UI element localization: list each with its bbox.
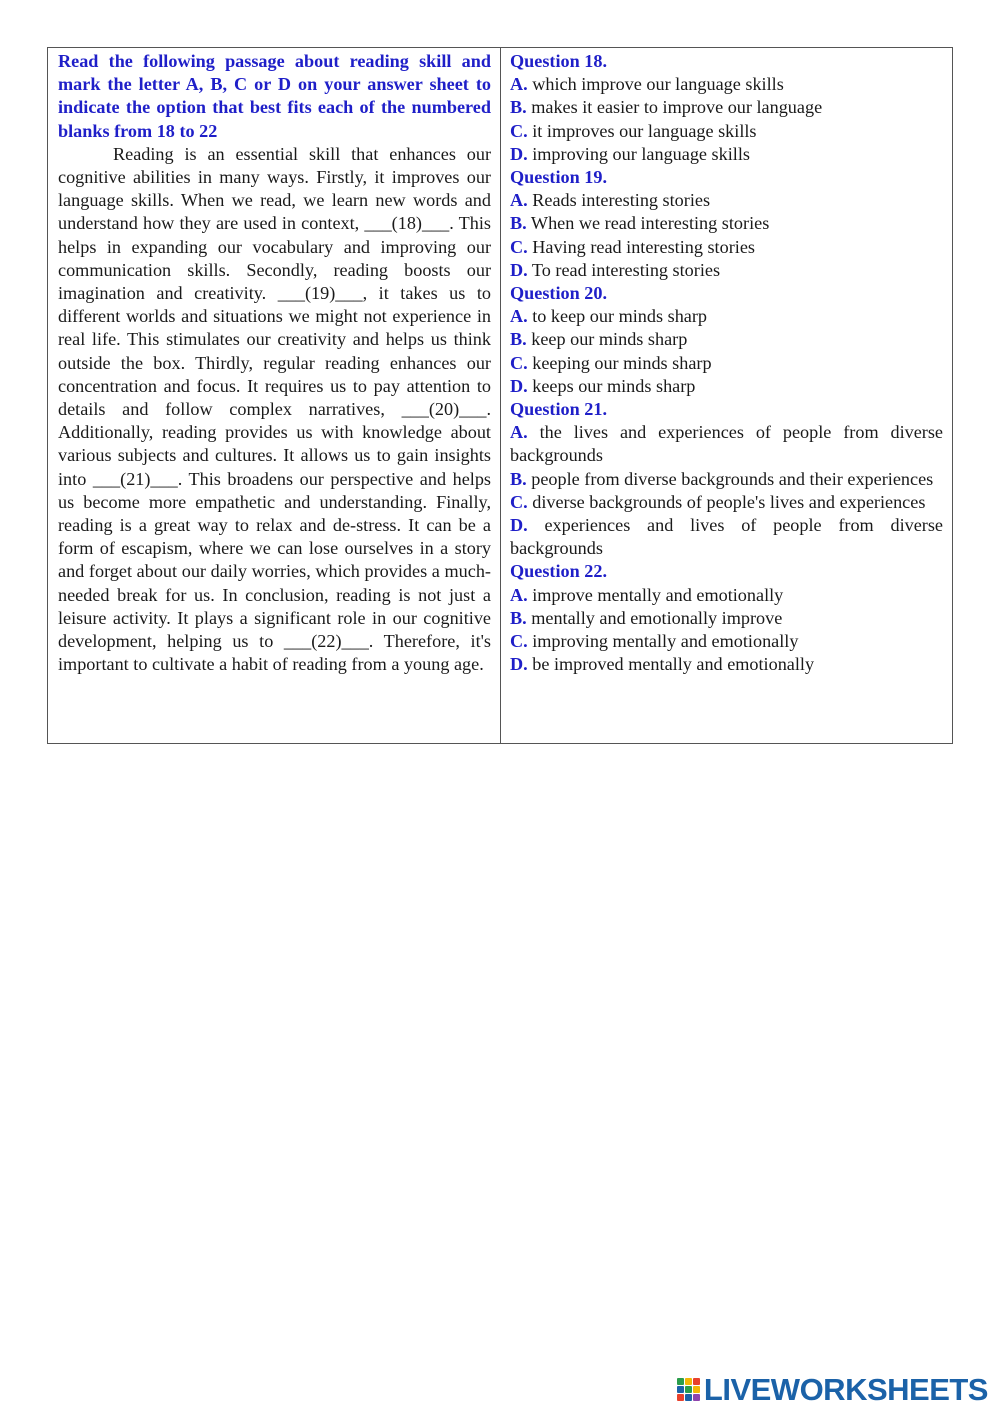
- option-b[interactable]: B. makes it easier to improve our language: [510, 97, 823, 118]
- question-22: [510, 560, 943, 676]
- option-a[interactable]: A. to keep our minds sharp: [510, 306, 708, 327]
- option-c[interactable]: C. improving mentally and emotionally: [510, 631, 799, 652]
- option-c[interactable]: C. keeping our minds sharp: [510, 352, 712, 373]
- option-a[interactable]: A. Reads interesting stories: [510, 190, 711, 211]
- option-c[interactable]: C. diverse backgrounds of people's lives and experiences: [510, 491, 926, 512]
- instruction-text: Read the following passage about reading skill and mark the letter A, B, C or D on your answer sheet to indicate the option that best fits each of the numbered blanks from 18 to 22: [58, 51, 491, 141]
- option-b[interactable]: B. mentally and emotionally improve: [510, 607, 783, 628]
- exercise-table: [47, 47, 953, 744]
- question-19: [510, 166, 943, 282]
- brand-text: LIVEWORKSHEETS: [703, 1372, 988, 1407]
- question-title: Question 18.: [510, 51, 608, 71]
- option-b[interactable]: B. people from diverse backgrounds and their experiences: [510, 468, 934, 489]
- question-title: Question 19.: [510, 167, 608, 188]
- question-title: Question 21.: [510, 399, 608, 420]
- option-d[interactable]: D. improving our language skills: [510, 143, 750, 164]
- option-b[interactable]: B. When we read interesting stories: [510, 213, 770, 234]
- questions-column: [501, 48, 952, 743]
- question-18: [510, 50, 943, 166]
- reading-passage: Reading is an essential skill that enhances our cognitive abilities in many ways. Firstly, it improves our language skills. When we read, we learn new words and understand how they are used in context, ___(18)___. This helps in expanding our vocabulary and improving our communication skills. Secondly, reading boosts our imagination and creativity. ___(19)___, it takes us to different worlds and situations we might not experience in real life. This stimulates our creativity and helps us think outside the box. Thirdly, regular reading enhances our concentration and focus. It requires us to pay attention to details and follow complex narratives, ___(20)___. Additionally, reading provides us with knowledge about various subjects and cultures. It allows us to gain insights into ___(21)___. This broadens our perspective and helps us become more empathetic and understanding. Finally, reading is a great way to relax and de-stress. It can be a form of escapism, where we can lose ourselves in a story and forget about our daily worries, which provides a much-needed break for us. In conclusion, reading is not just a leisure activity. It plays a significant role in our cognitive development, helping us to ___(22)___. Therefore, it's important to cultivate a habit of reading from a young age.: [58, 143, 491, 675]
- logo-cell: [677, 1386, 684, 1393]
- option-a[interactable]: A. which improve our language skills: [510, 74, 784, 95]
- option-a[interactable]: A. improve mentally and emotionally: [510, 584, 784, 605]
- option-d[interactable]: D. be improved mentally and emotionally: [510, 654, 815, 675]
- logo-cell: [693, 1386, 700, 1393]
- logo-cell: [677, 1378, 684, 1385]
- logo-cell: [685, 1386, 692, 1393]
- logo-cell: [693, 1378, 700, 1385]
- question-title: Question 20.: [510, 283, 608, 304]
- brand-logo-icon: [677, 1378, 700, 1401]
- option-b[interactable]: B. keep our minds sharp: [510, 329, 688, 350]
- logo-cell: [677, 1394, 684, 1401]
- question-20: [510, 282, 943, 398]
- option-c[interactable]: C. Having read interesting stories: [510, 236, 755, 257]
- logo-cell: [685, 1394, 692, 1401]
- option-d[interactable]: D. keeps our minds sharp: [510, 375, 696, 396]
- option-a[interactable]: A. the lives and experiences of people from diverse backgrounds: [510, 422, 944, 466]
- passage-column: [48, 48, 501, 743]
- option-c[interactable]: C. it improves our language skills: [510, 120, 757, 141]
- option-d[interactable]: D. To read interesting stories: [510, 259, 721, 280]
- option-d[interactable]: D. experiences and lives of people from diverse backgrounds: [510, 515, 943, 559]
- question-title: Question 22.: [510, 561, 608, 582]
- liveworksheets-brand: [677, 1374, 988, 1405]
- question-21: [510, 398, 943, 560]
- logo-cell: [685, 1378, 692, 1385]
- logo-cell: [693, 1394, 700, 1401]
